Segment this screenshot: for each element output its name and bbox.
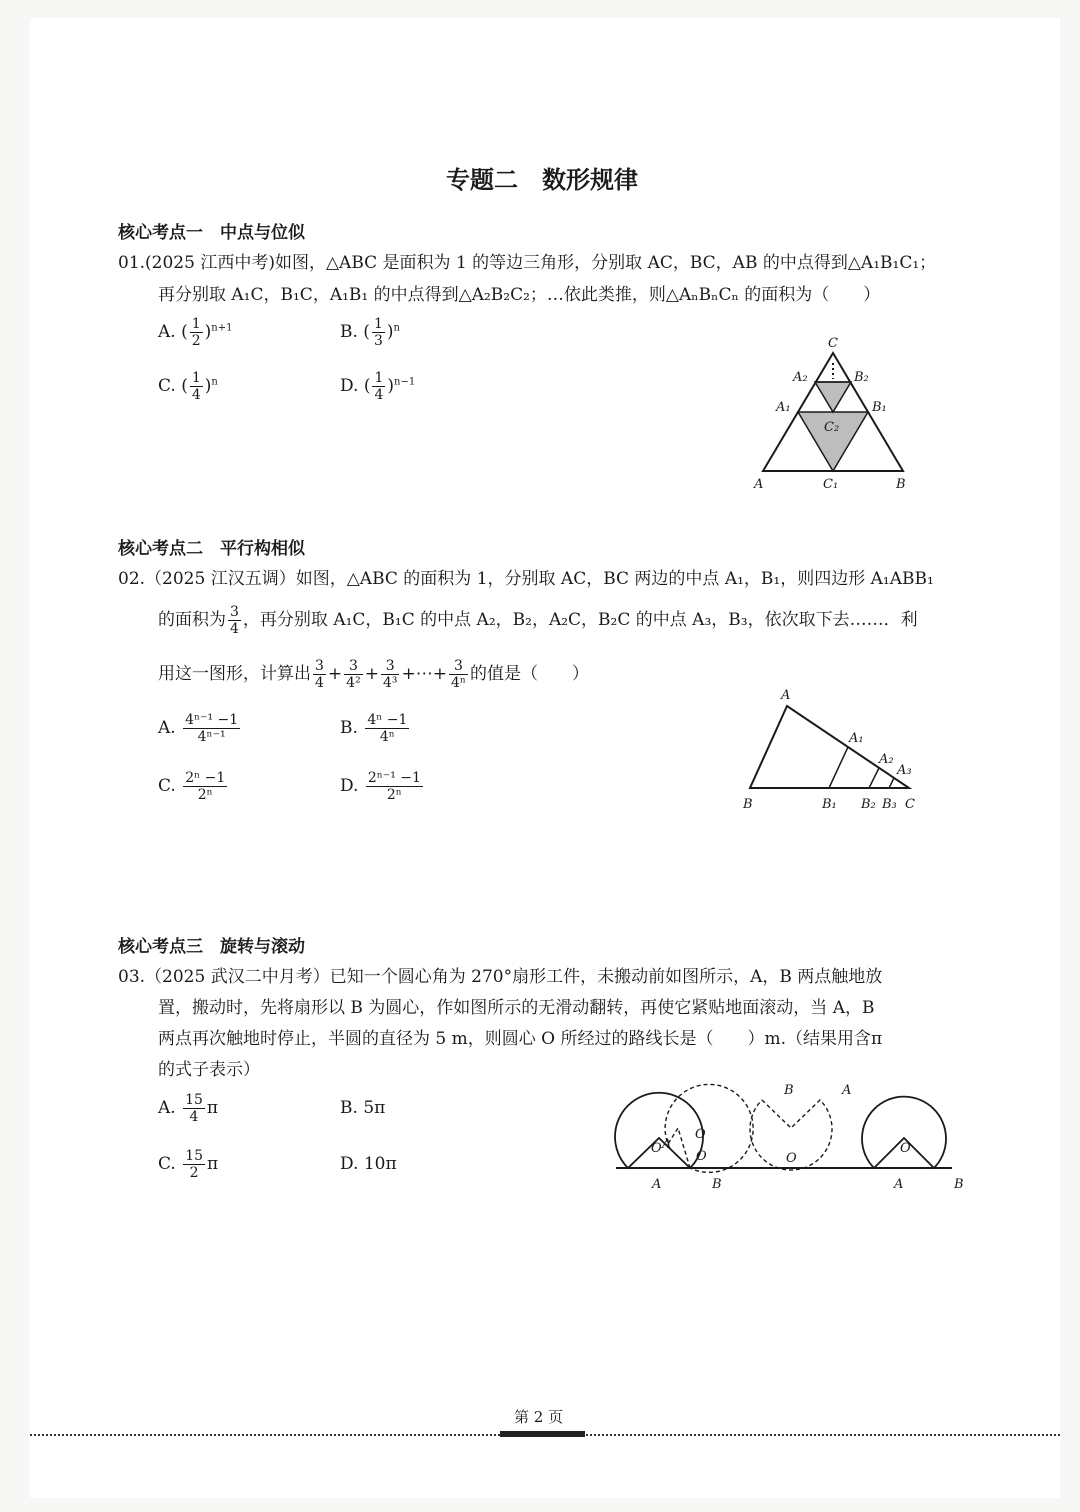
label-c2: C₂ <box>824 420 840 435</box>
label-a-flipped: A <box>662 1137 672 1152</box>
question-text: 如图，△ABC 是面积为 1 的等边三角形，分别取 AC，BC，AB 的中点得到△A₁B₁C₁； <box>274 253 937 273</box>
question-3-line-4: 的式子表示） <box>158 1060 260 1080</box>
q2-option-a[interactable] <box>158 712 242 745</box>
question-2-line-2: 的面积为 $\frac{3}{4}$ ，再分别取 A₁C，B₁C 的中点 A₂，B₂，A₂C，B₂C 的中点 A₃，B₃，依次取下去……．利 <box>158 604 918 637</box>
sector-initial <box>615 1093 703 1168</box>
q3-option-d[interactable]: D. 10π <box>340 1154 397 1174</box>
option-label: C. <box>158 376 176 396</box>
label-b2: B₂ <box>861 797 876 812</box>
option-fraction: $\frac{\text{2ⁿ⁻¹ −1}}{\text{2ⁿ}}$ <box>367 770 421 803</box>
option-fraction: $\frac{\text{4ⁿ⁻¹ −1}}{\text{4ⁿ⁻¹}}$ <box>185 712 239 745</box>
option-label: B. <box>340 718 358 738</box>
option-label: B. <box>340 322 358 342</box>
segment-a3b3 <box>889 778 894 788</box>
label-b-3: B <box>954 1177 964 1192</box>
label-a2: A₂ <box>793 370 808 385</box>
label-b2: B₂ <box>854 370 869 385</box>
section-heading-1: 核心考点一 中点与位似 <box>118 223 305 243</box>
question-source: （2025 江汉五调） <box>145 569 296 589</box>
option-label: C. <box>158 1154 176 1174</box>
label-b1: B₁ <box>822 797 837 812</box>
q1-option-a[interactable]: A. ( $\frac{1}{2}$ )$^{n+1}$ <box>158 316 233 349</box>
label-b-2: B <box>784 1083 794 1098</box>
label-b: B <box>896 477 906 492</box>
label-a3: A₃ <box>897 763 912 778</box>
label-b-1: B <box>712 1177 722 1192</box>
option-fraction: $\frac{\text{4ⁿ −1}}{\text{4ⁿ}}$ <box>367 712 408 745</box>
footer-bar <box>500 1431 585 1437</box>
label-a1: A₁ <box>776 400 791 415</box>
q1-option-b[interactable]: B. ( $\frac{1}{3}$ )$^n$ <box>340 316 400 349</box>
q3-option-b[interactable]: B. 5π <box>340 1098 386 1118</box>
q3-option-c[interactable]: C. $\frac{15}{2}$ π <box>158 1148 219 1181</box>
q2-option-d[interactable] <box>340 770 425 803</box>
question-text: 如图，△ABC 的面积为 1，分别取 AC，BC 两边的中点 A₁，B₁，则四边形 A₁ABB₁ <box>295 569 934 589</box>
section-heading-2: 核心考点二 平行构相似 <box>118 539 305 559</box>
question-3-line-1 <box>118 962 882 992</box>
option-label: D. <box>340 776 359 796</box>
option-fraction: $\frac{15}{2}$ <box>185 1148 204 1181</box>
label-a-2: A <box>842 1083 852 1098</box>
q1-triangle-figure <box>748 333 928 493</box>
label-a: A <box>754 477 764 492</box>
option-label: A. <box>158 718 176 738</box>
question-source: （2025 武汉二中月考） <box>145 967 330 987</box>
triangle-a2b2c2 <box>815 382 851 412</box>
question-number: 03. <box>118 967 146 987</box>
label-o-1: O <box>651 1141 662 1156</box>
question-1-line-1 <box>118 248 936 278</box>
label-c1: C₁ <box>823 477 839 492</box>
question-source: (2025 江西中考) <box>145 253 275 273</box>
label-a2: A₂ <box>879 752 894 767</box>
option-fraction: $\frac{\text{2ⁿ −1}}{\text{2ⁿ}}$ <box>185 770 226 803</box>
label-o-2: O <box>696 1149 707 1164</box>
question-1-line-2: 再分别取 A₁C，B₁C，A₁B₁ 的中点得到△A₂B₂C₂；…依此类推，则△AₙBₙCₙ 的面积为（ ） <box>158 285 881 305</box>
label-o-4: O <box>900 1141 911 1156</box>
question-2-line-3: 用这一图形，计算出 $\frac{3}{4}$ + $\frac{3}{\text{4²}}$ + $\frac{3}{\text{4³}}$ +⋯+ $\frac{3}{\text{4ⁿ}}$ 的值是（ ） <box>158 658 589 691</box>
q1-option-d[interactable]: D. ( $\frac{1}{4}$ )$^{n-1}$ <box>340 370 416 403</box>
q3-option-a[interactable]: A. $\frac{15}{4}$ π <box>158 1092 219 1125</box>
series-term-n: $\frac{3}{\text{4ⁿ}}$ <box>450 658 466 691</box>
question-3-line-3: 两点再次触地时停止，半圆的直径为 5 m，则圆心 O 所经过的路线长是（ ）m.（结果用含π <box>158 1029 883 1049</box>
label-b1: B₁ <box>872 400 887 415</box>
series-term-2: $\frac{3}{\text{4²}}$ <box>346 658 361 691</box>
label-o-3: O <box>786 1151 797 1166</box>
question-number: 01. <box>118 253 146 273</box>
q3-sector-rolling-figure <box>608 1076 964 1196</box>
segment-a1b1 <box>829 747 848 788</box>
label-a: A <box>781 688 791 703</box>
q2-option-b[interactable] <box>340 712 411 745</box>
series-term-1: $\frac{3}{4}$ <box>315 658 324 691</box>
page <box>30 18 1060 1498</box>
label-c: C <box>905 797 915 812</box>
option-label: A. <box>158 322 176 342</box>
page-title: 专题二 数形规律 <box>446 166 638 194</box>
label-a-3: A <box>894 1177 904 1192</box>
option-fraction: $\frac{1}{2}$ <box>191 316 201 349</box>
q2-option-c[interactable] <box>158 770 229 803</box>
sector-final <box>862 1097 946 1168</box>
question-text: 已知一个圆心角为 270°扇形工件，未搬动前如图所示，A，B 两点触地放 <box>329 967 883 987</box>
q1-option-c[interactable]: C. ( $\frac{1}{4}$ )$^n$ <box>158 370 218 403</box>
series-term-3: $\frac{3}{\text{4³}}$ <box>382 658 398 691</box>
option-label: D. <box>340 1154 359 1174</box>
label-b3: B₃ <box>882 797 897 812</box>
option-fraction: $\frac{1}{3}$ <box>373 316 383 349</box>
question-3-line-2: 置，搬动时，先将扇形以 B 为圆心，作如图所示的无滑动翻转，再使它紧贴地面滚动，当 A，B <box>158 998 875 1018</box>
label-b: B <box>743 797 753 812</box>
label-c: C <box>828 336 838 351</box>
fraction-three-quarters: $\frac{3}{4}$ <box>230 604 239 637</box>
page-number: 第 2 页 <box>514 1408 564 1426</box>
question-2-line-1 <box>118 564 934 594</box>
option-fraction: $\frac{1}{4}$ <box>374 370 384 403</box>
option-label: C. <box>158 776 176 796</box>
label-o-flipped: O <box>695 1127 706 1142</box>
option-label: D. <box>340 376 359 396</box>
triangle-abc <box>750 706 909 788</box>
q2-triangle-figure <box>735 686 935 816</box>
label-a-1: A <box>652 1177 662 1192</box>
option-label: B. <box>340 1098 358 1118</box>
option-fraction: $\frac{15}{4}$ <box>185 1092 203 1125</box>
question-number: 02. <box>118 569 146 589</box>
label-a1: A₁ <box>849 731 864 746</box>
section-heading-3: 核心考点三 旋转与滚动 <box>118 937 305 957</box>
option-label: A. <box>158 1098 176 1118</box>
segment-a2b2 <box>869 768 879 788</box>
option-fraction: $\frac{1}{4}$ <box>191 370 201 403</box>
